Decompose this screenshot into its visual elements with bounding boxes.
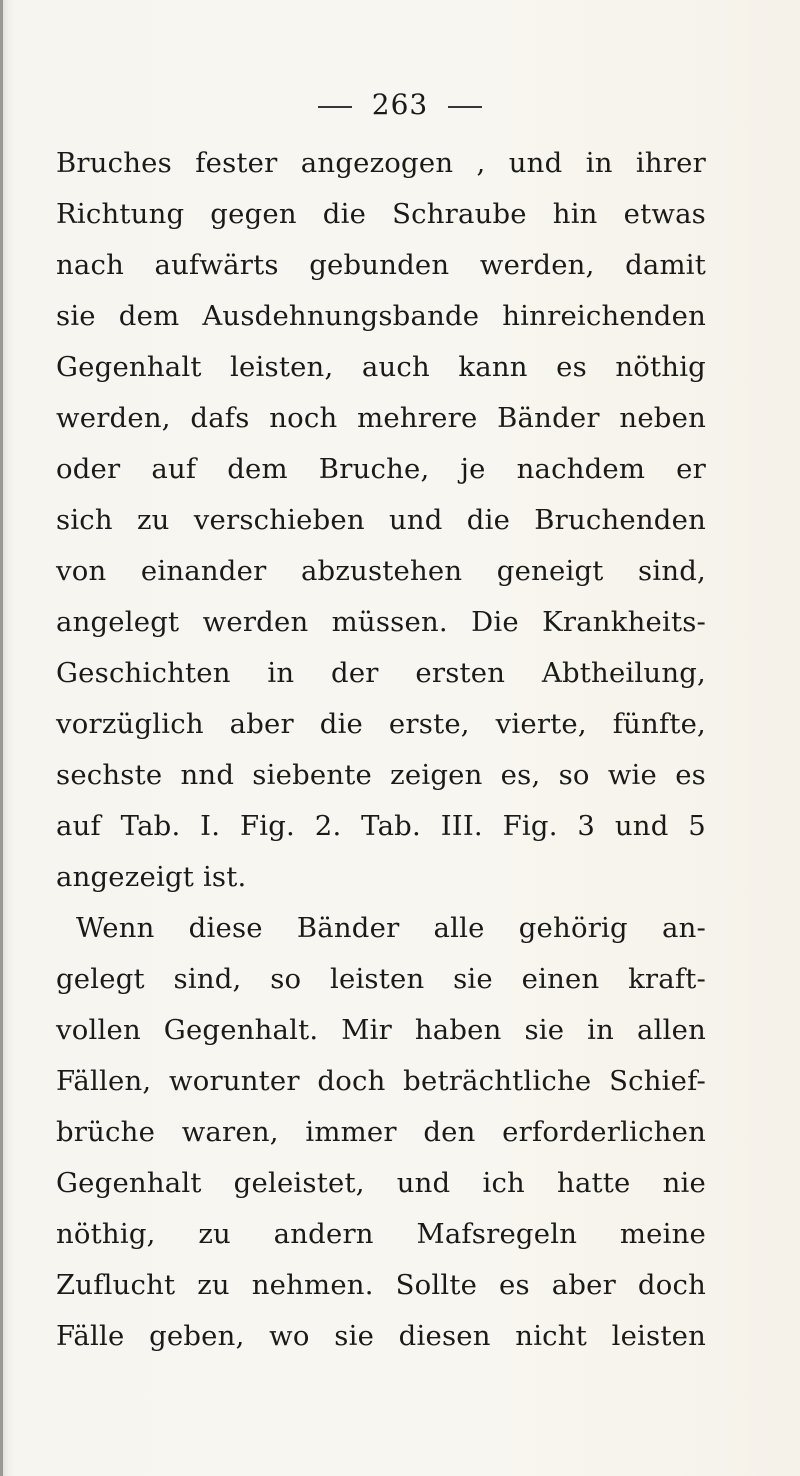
text-line-paragraph-end: angezeigt ist. [56,861,247,893]
text-line: Bruches fester angezogen , und in ihrer [56,147,706,179]
text-line: Fälle geben, wo sie diesen nicht leisten [56,1320,706,1352]
text-line: Gegenhalt geleistet, und ich hatte nie [56,1167,706,1199]
text-line: werden, dafs noch mehrere Bänder neben [56,402,706,434]
text-line-paragraph-start: Wenn diese Bänder alle gehörig an- [76,912,706,944]
text-line: Richtung gegen die Schraube hin etwas [56,198,706,230]
text-line: oder auf dem Bruche, je nachdem er [56,453,706,485]
text-line: brüche waren, immer den erforderlichen [56,1116,706,1148]
body-text [56,138,706,1362]
text-line: von einander abzustehen geneigt sind, [56,555,706,587]
text-line: nöthig, zu andern Mafsregeln meine [56,1218,706,1250]
text-line: nach aufwärts gebunden werden, damit [56,249,706,281]
text-line: vollen Gegenhalt. Mir haben sie in allen [56,1014,706,1046]
header-dash-left [318,106,352,108]
page-edge [0,0,3,1476]
text-line: vorzüglich aber die erste, vierte, fünfte, [56,708,706,740]
text-line: Gegenhalt leisten, auch kann es nöthig [56,351,706,383]
text-line: angelegt werden müssen. Die Krankheits- [56,606,706,638]
text-line: gelegt sind, so leisten sie einen kraft- [56,963,706,995]
text-line: Fällen, worunter doch beträchtliche Schief- [56,1065,706,1097]
text-line: sechste nnd siebente zeigen es, so wie es [56,759,706,791]
text-line: auf Tab. I. Fig. 2. Tab. III. Fig. 3 und 5 [56,810,706,842]
header-dash-right [448,106,482,108]
text-line: Zuflucht zu nehmen. Sollte es aber doch [56,1269,706,1301]
text-line: Geschichten in der ersten Abtheilung, [56,657,706,689]
page-header [0,88,800,121]
page-number: 263 [371,88,429,121]
text-line: sich zu verschieben und die Bruchenden [56,504,706,536]
text-line: sie dem Ausdehnungsbande hinreichenden [56,300,706,332]
